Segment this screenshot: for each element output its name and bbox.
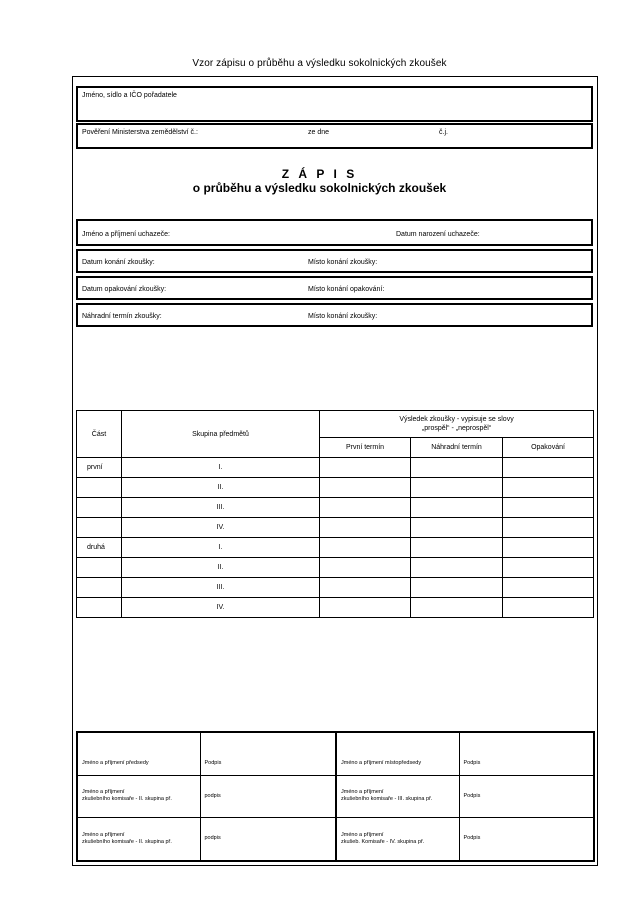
substitute-term-cell[interactable]: [411, 598, 503, 618]
first-term-cell[interactable]: [320, 598, 411, 618]
document-title: Vzor zápisu o průběhu a výsledku sokolnických zkoušek: [192, 58, 447, 69]
chair-signature-cell[interactable]: Podpis: [200, 732, 336, 775]
table-row: [77, 598, 594, 618]
header-part: Část: [77, 411, 122, 458]
form-heading: Z Á P I S: [281, 167, 358, 181]
retake-cell[interactable]: [503, 558, 594, 578]
substitute-term-cell[interactable]: [411, 558, 503, 578]
first-term-cell[interactable]: [320, 518, 411, 538]
member-role-label: zkušebního komisaře - III. skupina př.: [341, 796, 433, 802]
member-role-label: zkušebního komisaře - II. skupina př.: [82, 838, 172, 845]
group-cell: I.: [122, 538, 320, 558]
group-cell: IV.: [122, 518, 320, 538]
retake-place-label: Místo konání opakování:: [308, 286, 385, 293]
member-name-label: Jméno a příjmení: [341, 789, 384, 795]
first-term-cell[interactable]: [320, 578, 411, 598]
organizer-label: Jméno, sídlo a IČO pořadatele: [82, 92, 177, 99]
member-signature-cell[interactable]: Podpis: [459, 775, 594, 817]
birth-date-label: Datum narození uchazeče:: [396, 231, 480, 238]
chair-name-cell[interactable]: Jméno a příjmení předsedy: [77, 732, 200, 775]
header-result-line1: Výsledek zkoušky - vypisuje se slovy: [399, 416, 514, 423]
ministry-box[interactable]: [76, 123, 593, 149]
retake-cell[interactable]: [503, 518, 594, 538]
first-term-cell[interactable]: [320, 498, 411, 518]
group-cell: III.: [122, 578, 320, 598]
candidate-name-box[interactable]: [76, 219, 593, 246]
header-retake: Opakování: [503, 438, 594, 458]
table-row: [77, 518, 594, 538]
exam-date-box[interactable]: [76, 249, 593, 273]
first-term-cell[interactable]: [320, 458, 411, 478]
part-cell: první: [77, 458, 122, 478]
header-result-line2: „prospěl“ - „neprospěl“: [421, 425, 492, 432]
results-table: [76, 410, 594, 618]
exam-date-label: Datum konání zkoušky:: [82, 259, 155, 266]
member-cell[interactable]: [77, 817, 200, 861]
member-name-label: Jméno a příjmení: [341, 831, 384, 838]
first-term-cell[interactable]: [320, 558, 411, 578]
retake-cell[interactable]: [503, 578, 594, 598]
member-signature-cell[interactable]: podpis: [200, 817, 336, 861]
candidate-name-label: Jméno a příjmení uchazeče:: [82, 231, 170, 238]
table-row: [77, 578, 594, 598]
substitute-term-cell[interactable]: [411, 478, 503, 498]
header-first-term: První termín: [320, 438, 411, 458]
ministry-date-label: ze dne: [308, 129, 330, 136]
substitute-term-cell[interactable]: [411, 498, 503, 518]
vice-chair-name-cell[interactable]: Jméno a příjmení místopředsedy: [336, 732, 459, 775]
vice-chair-signature-cell[interactable]: Podpis: [459, 732, 594, 775]
part-cell: [77, 598, 122, 618]
substitute-term-cell[interactable]: [411, 518, 503, 538]
part-cell: [77, 518, 122, 538]
part-cell: [77, 578, 122, 598]
table-row: [77, 478, 594, 498]
retake-cell[interactable]: [503, 538, 594, 558]
part-cell: [77, 478, 122, 498]
member-name-label: Jméno a příjmení: [82, 831, 125, 838]
organizer-box[interactable]: [76, 86, 593, 122]
first-term-cell[interactable]: [320, 538, 411, 558]
group-cell: I.: [122, 458, 320, 478]
member-role-label: zkušeb. Komisaře - IV. skupina př.: [341, 838, 425, 845]
substitute-term-cell[interactable]: [411, 538, 503, 558]
member-cell[interactable]: [77, 775, 200, 817]
retake-date-label: Datum opakování zkoušky:: [82, 286, 167, 293]
retake-cell[interactable]: [503, 478, 594, 498]
member-signature-cell[interactable]: podpis: [200, 775, 336, 817]
table-row: [77, 538, 594, 558]
substitute-term-cell[interactable]: [411, 458, 503, 478]
member-role-label: zkušebního komisaře - II. skupina př.: [82, 796, 172, 802]
ministry-ref-label: č.j.: [439, 129, 448, 136]
first-term-cell[interactable]: [320, 478, 411, 498]
group-cell: II.: [122, 558, 320, 578]
retake-cell[interactable]: [503, 498, 594, 518]
substitute-term-cell[interactable]: [411, 578, 503, 598]
group-cell: II.: [122, 478, 320, 498]
part-cell: druhá: [77, 538, 122, 558]
table-row: [77, 498, 594, 518]
member-cell[interactable]: [336, 775, 459, 817]
group-cell: III.: [122, 498, 320, 518]
table-row: [77, 558, 594, 578]
retake-cell[interactable]: [503, 598, 594, 618]
group-cell: IV.: [122, 598, 320, 618]
substitute-box[interactable]: [76, 303, 593, 327]
exam-place-label: Místo konání zkoušky:: [308, 259, 378, 266]
substitute-place-label: Místo konání zkoušky:: [308, 313, 378, 320]
member-name-label: Jméno a příjmení: [82, 789, 125, 795]
form-subheading: o průběhu a výsledku sokolnických zkoušek: [192, 181, 447, 195]
substitute-date-label: Náhradní termín zkoušky:: [82, 313, 162, 320]
ministry-label: Pověření Ministerstva zemědělství č.:: [82, 129, 198, 136]
table-row: [77, 458, 594, 478]
retake-box[interactable]: [76, 276, 593, 300]
member-signature-cell[interactable]: Podpis: [459, 817, 594, 861]
header-substitute-term: Náhradní termín: [411, 438, 503, 458]
retake-cell[interactable]: [503, 458, 594, 478]
part-cell: [77, 558, 122, 578]
signature-table: [76, 731, 595, 862]
part-cell: [77, 498, 122, 518]
header-group: Skupina předmětů: [122, 411, 320, 458]
member-cell[interactable]: [336, 817, 459, 861]
header-result: [320, 411, 594, 438]
